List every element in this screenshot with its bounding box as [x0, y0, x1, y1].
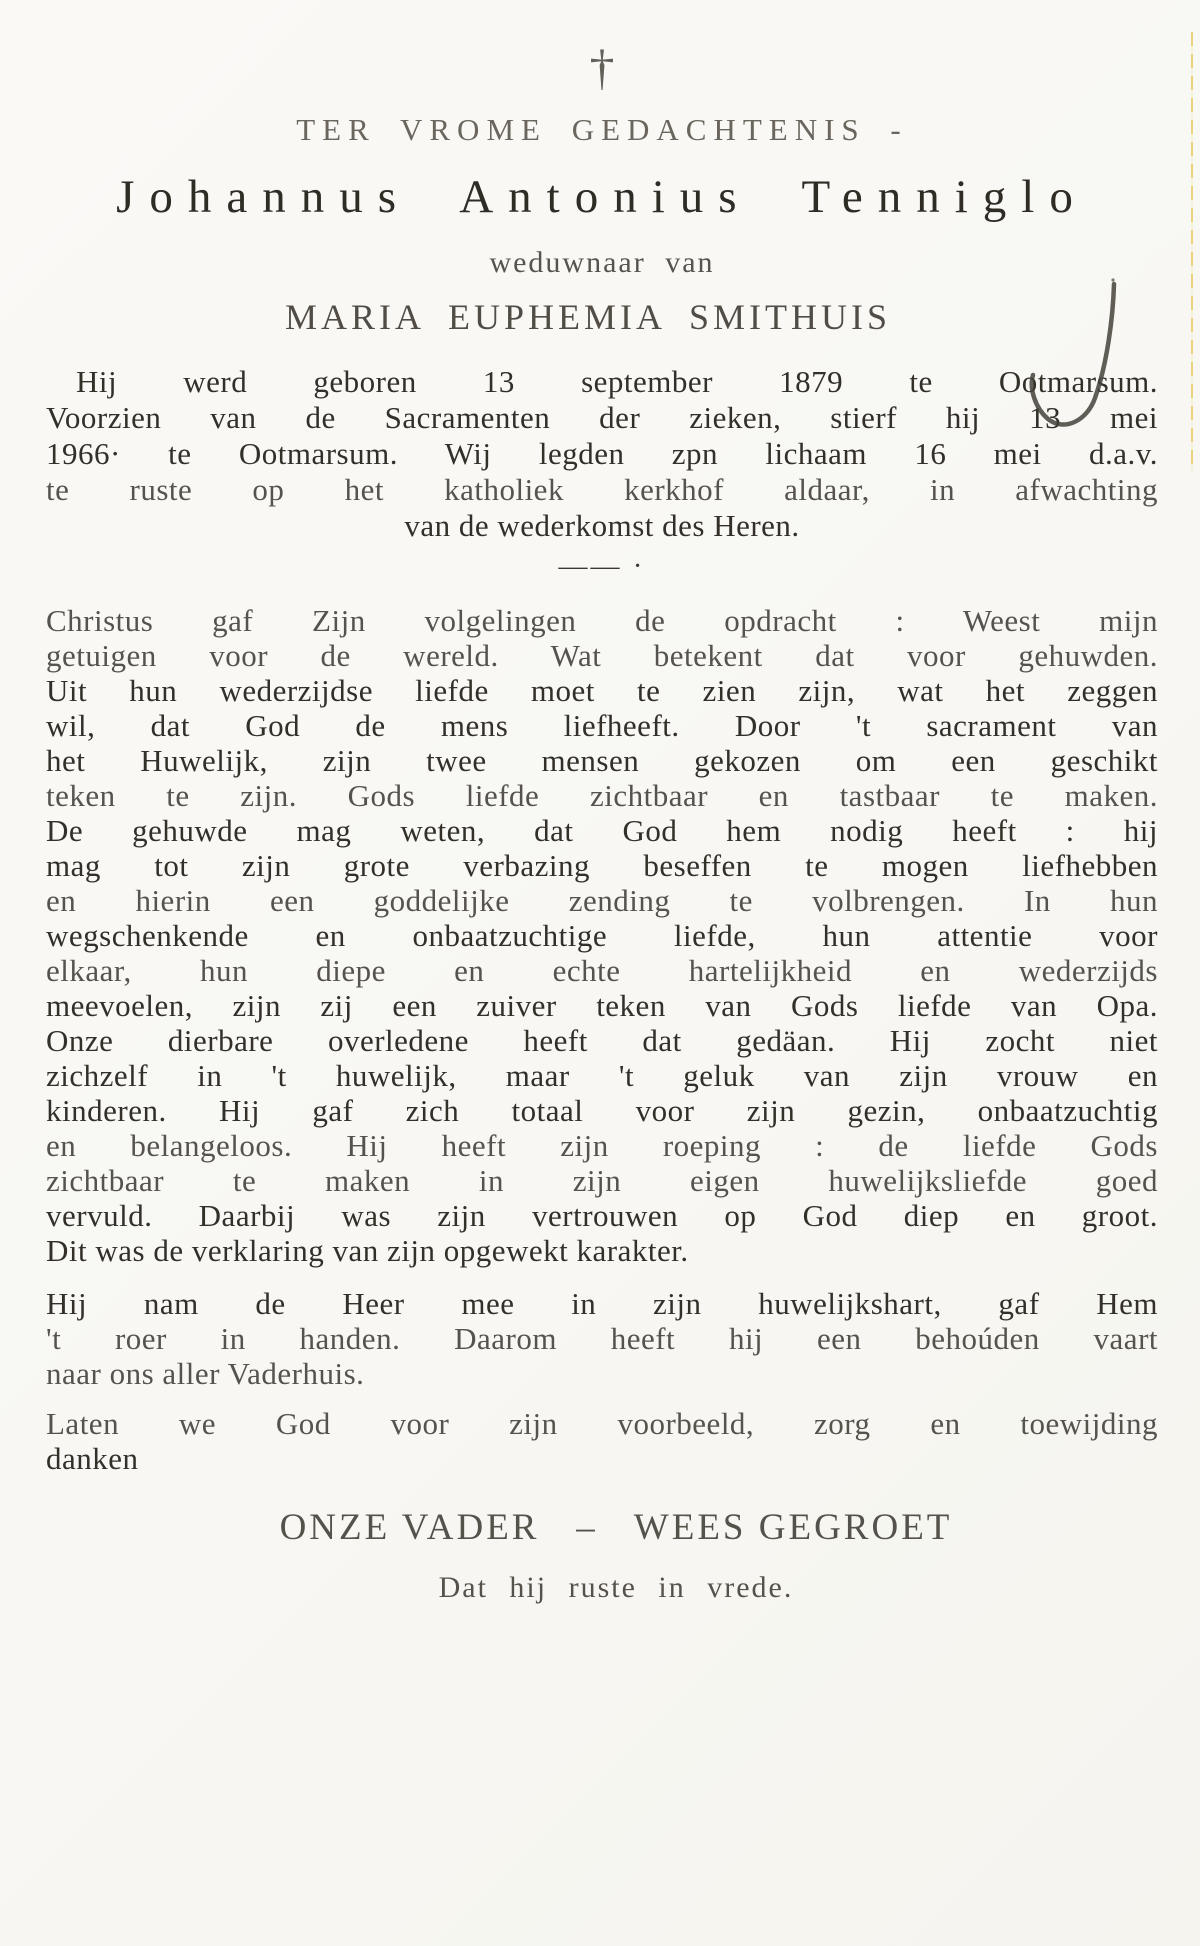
spouse-name: MARIA EUPHEMIA SMITHUIS — [284, 297, 892, 337]
body-line: Onze dierbare overledene heeft dat gedäan. Hij zocht niet — [46, 1023, 1158, 1058]
body-line: getuigen voor de wereld. Wat betekent dat voor gehuwden. — [46, 638, 1158, 673]
body-line: vervuld. Daarbij was zijn vertrouwen op God diep en groot. — [46, 1198, 1158, 1233]
scan-edge-artifact — [1191, 32, 1193, 472]
body-line: naar ons aller Vaderhuis. — [46, 1356, 365, 1391]
section-divider: —— · — [558, 550, 646, 582]
deceased-name: Johannus Antonius Tenniglo — [116, 171, 1088, 223]
body-line: en hierin een goddelijke zending te volbrengen. In hun — [46, 883, 1158, 918]
intro-line: Hij werd geboren 13 september 1879 te Ootmarsum. — [76, 364, 1158, 399]
body-line: Dit was de verklaring van zijn opgewekt karakter. — [46, 1233, 689, 1268]
relation-line: weduwnaar van — [489, 246, 715, 279]
body-line: Hij nam de Heer mee in zijn huwelijkshart, gaf Hem — [46, 1286, 1158, 1321]
prayer-line: ONZE VADER – WEES GEGROET — [279, 1507, 953, 1548]
body-line: elkaar, hun diepe en echte hartelijkheid en wederzijds — [46, 953, 1158, 988]
body-line: zichzelf in 't huwelijk, maar 't geluk van zijn vrouw en — [46, 1058, 1158, 1093]
intro-paragraph — [46, 364, 1158, 544]
body-paragraph-2 — [46, 1286, 1158, 1391]
body-line: Christus gaf Zijn volgelingen de opdracht : Weest mijn — [46, 603, 1158, 638]
body-line: 't roer in handen. Daarom heeft hij een behoúden vaart — [46, 1321, 1158, 1356]
intro-line: van de wederkomst des Heren. — [404, 508, 800, 543]
body-line: en belangeloos. Hij heeft zijn roeping : de liefde Gods — [46, 1128, 1158, 1163]
body-line: wil, dat God de mens liefheeft. Door 't sacrament van — [46, 708, 1158, 743]
body-paragraph-1 — [46, 603, 1158, 1268]
body-line: meevoelen, zijn zij een zuiver teken van Gods liefde van Opa. — [46, 988, 1158, 1023]
memorial-heading: TER VROME GEDACHTENIS - — [296, 112, 908, 147]
body-line: danken — [46, 1441, 139, 1476]
body-line: teken te zijn. Gods liefde zichtbaar en tastbaar te maken. — [46, 778, 1158, 813]
body-line: het Huwelijk, zijn twee mensen gekozen om een geschikt — [46, 743, 1158, 778]
body-line: zichtbaar te maken in zijn eigen huwelijksliefde goed — [46, 1163, 1158, 1198]
body-line: mag tot zijn grote verbazing beseffen te mogen liefhebben — [46, 848, 1158, 883]
body-line: Laten we God voor zijn voorbeeld, zorg en toewijding — [46, 1406, 1158, 1441]
body-line: wegschenkende en onbaatzuchtige liefde, hun attentie voor — [46, 918, 1158, 953]
body-line: Uit hun wederzijdse liefde moet te zien zijn, wat het zeggen — [46, 673, 1158, 708]
intro-line: Voorzien van de Sacramenten der zieken, stierf hij 13 mei — [46, 400, 1158, 435]
body-paragraph-3 — [46, 1406, 1158, 1476]
body-line: De gehuwde mag weten, dat God hem nodig heeft : hij — [46, 813, 1158, 848]
body-line: kinderen. Hij gaf zich totaal voor zijn gezin, onbaatzuchtig — [46, 1093, 1158, 1128]
rest-in-peace-line: Dat hij ruste in vrede. — [438, 1571, 794, 1604]
intro-line: 1966· te Ootmarsum. Wij legden zpn lichaam 16 mei d.a.v. — [46, 436, 1158, 471]
cross-icon: † — [589, 39, 615, 95]
intro-line: te ruste op het katholiek kerkhof aldaar, in afwachting — [46, 472, 1158, 507]
